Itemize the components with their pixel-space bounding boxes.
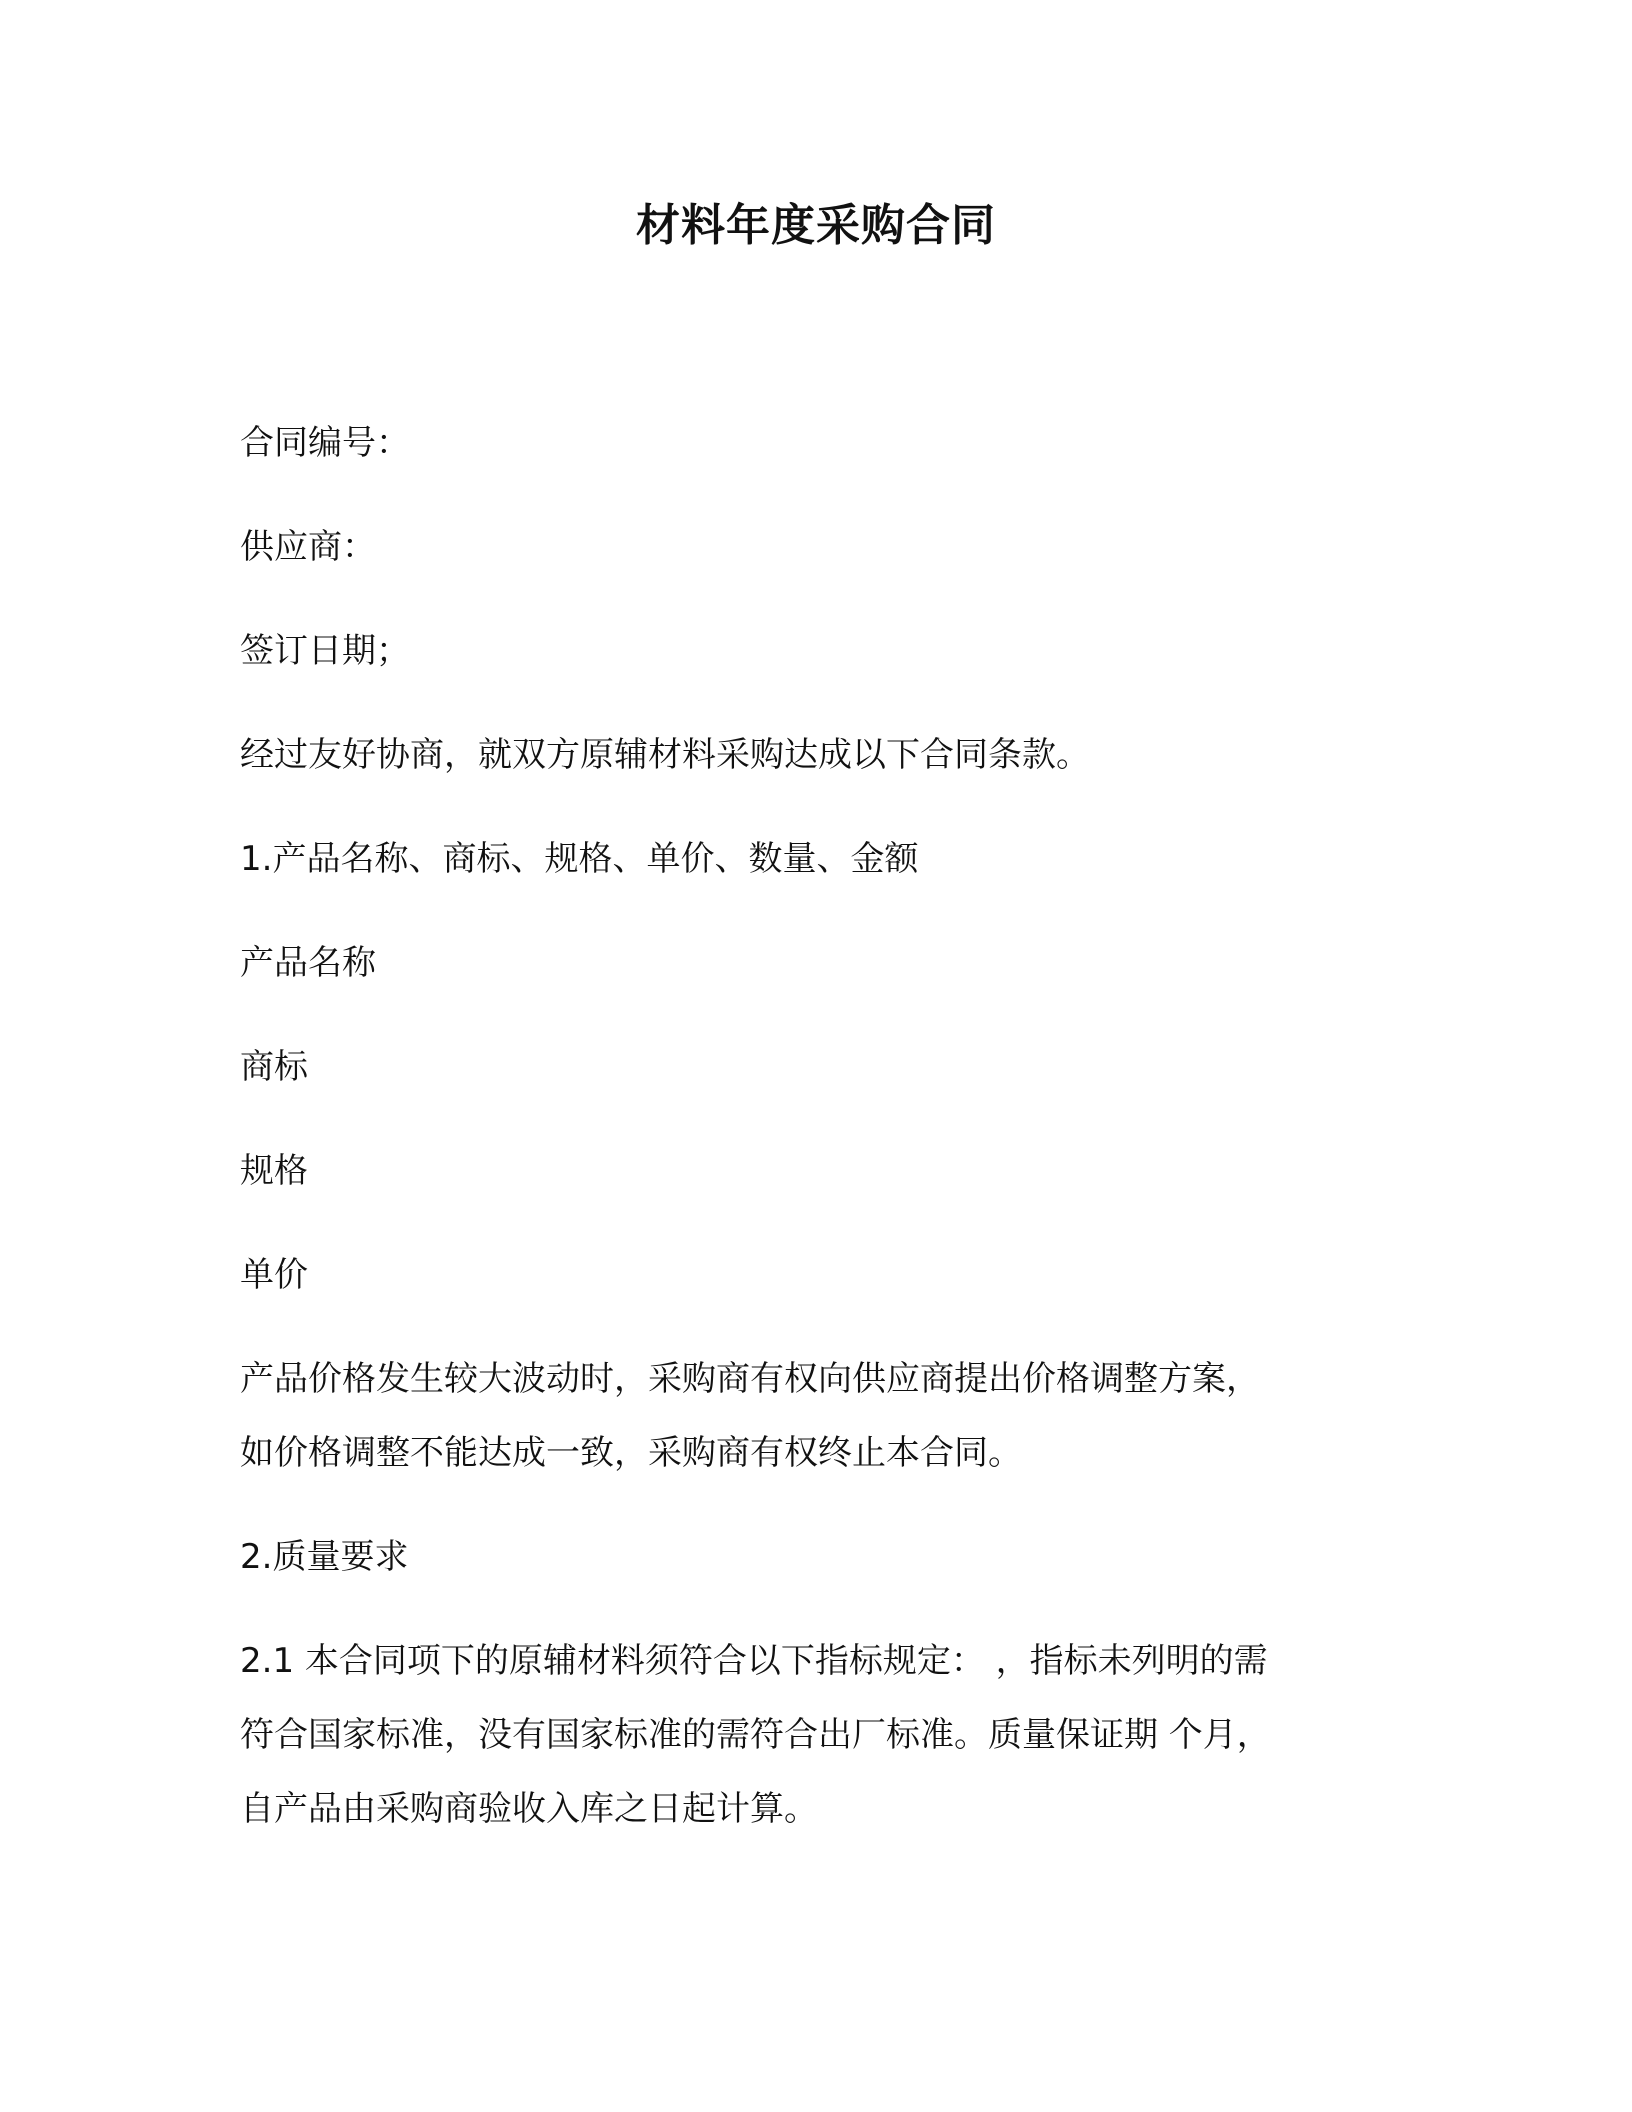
- document-title: 材料年度采购合同: [636, 200, 996, 251]
- price-adjustment-line-1: 产品价格发生较大波动时，采购商有权向供应商提出价格调整方案，: [240, 1359, 1260, 1399]
- signing-date-line: 签订日期；: [240, 631, 410, 671]
- product-name-line: 产品名称: [240, 943, 376, 983]
- contract-number-line: 合同编号：: [240, 423, 410, 463]
- quality-clause-line-3: 自产品由采购商验收入库之日起计算。: [240, 1789, 818, 1829]
- supplier-line: 供应商：: [240, 527, 376, 567]
- quality-clause-line-2: 符合国家标准，没有国家标准的需符合出厂标准。质量保证期 个月，: [240, 1715, 1271, 1755]
- section-1-heading: 1.产品名称、商标、规格、单价、数量、金额: [240, 839, 919, 879]
- unit-price-line: 单价: [240, 1255, 308, 1295]
- trademark-line: 商标: [240, 1047, 308, 1087]
- section-2-heading: 2.质量要求: [240, 1537, 409, 1577]
- quality-clause-line-1: 2.1 本合同项下的原辅材料须符合以下指标规定： ，指标未列明的需: [240, 1641, 1268, 1681]
- specification-line: 规格: [240, 1151, 308, 1191]
- price-adjustment-line-2: 如价格调整不能达成一致，采购商有权终止本合同。: [240, 1433, 1022, 1473]
- intro-paragraph: 经过友好协商，就双方原辅材料采购达成以下合同条款。: [240, 735, 1090, 775]
